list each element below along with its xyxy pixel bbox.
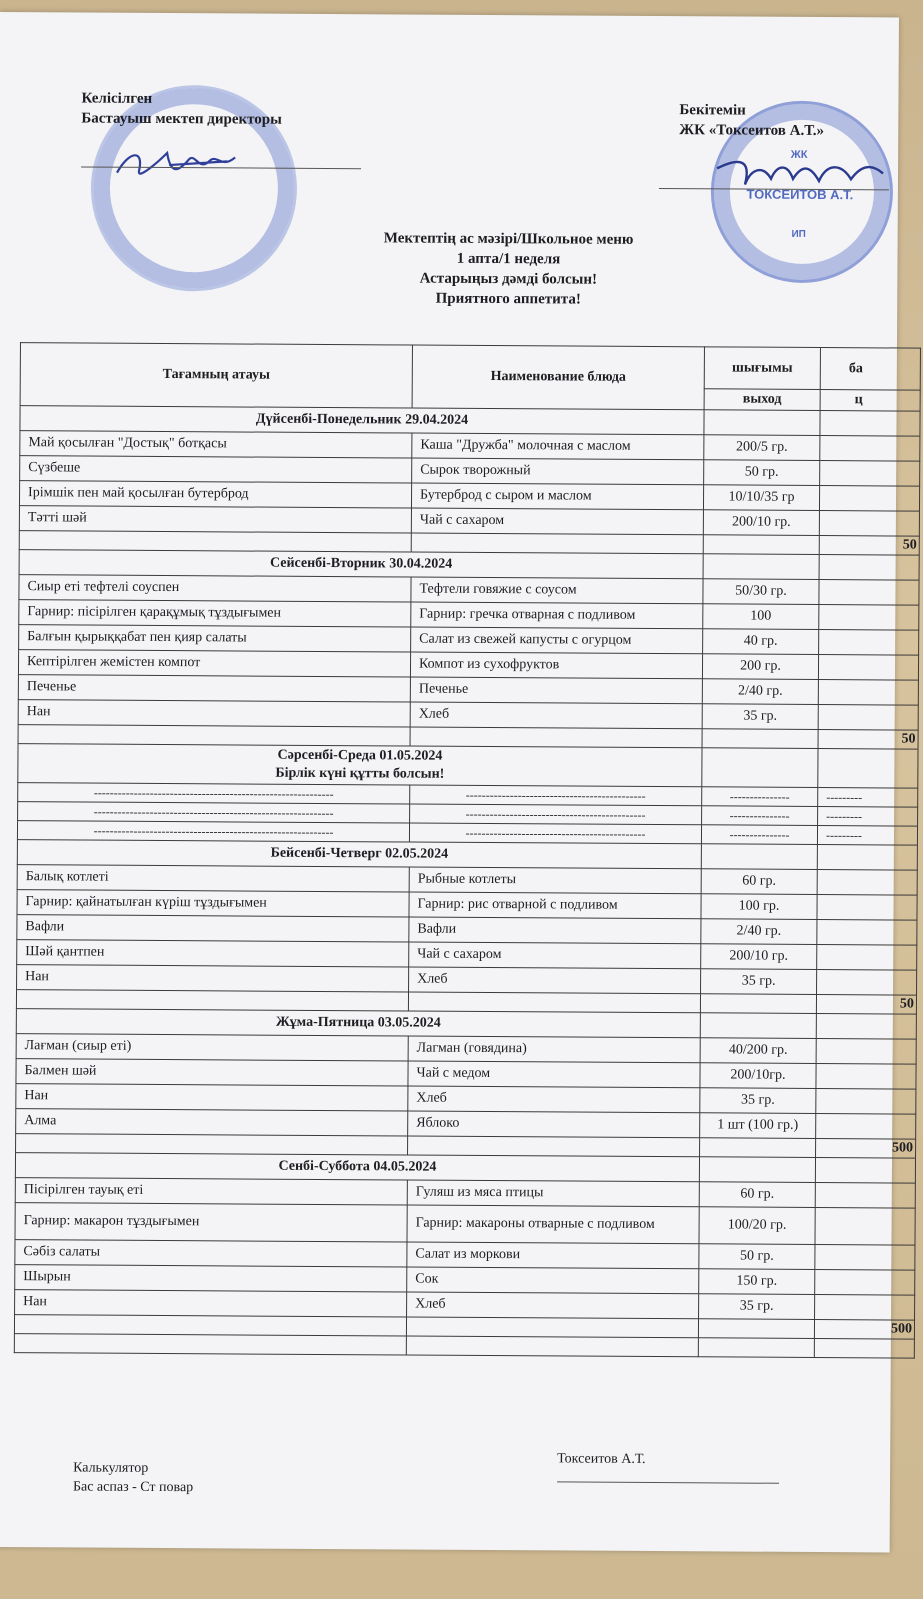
menu-table: [14, 342, 921, 1358]
dish-extra-empty: [815, 1183, 915, 1209]
empty-cell: [814, 1338, 914, 1358]
dash-ru: ---------------------------------------------: [410, 785, 702, 806]
dish-extra-empty: [815, 1270, 915, 1296]
dash-ru: ---------------------------------------------: [409, 823, 701, 844]
dish-extra-empty: [818, 705, 918, 731]
dish-name-kz: Сәбіз салаты: [15, 1240, 407, 1267]
day-name: Сенбі-Суббота 04.05.2024: [15, 1153, 699, 1182]
dish-extra-empty: [819, 511, 919, 537]
dish-name-kz: Нан: [15, 1290, 407, 1317]
dish-name-ru: Гуляш из мяса птицы: [407, 1180, 699, 1207]
dish-name-kz: Ірімшік пен май қосылған бутерброд: [19, 481, 411, 508]
dish-name-ru: Чай с сахаром: [411, 508, 703, 535]
dish-name-ru: Печенье: [410, 677, 702, 704]
dish-name-ru: Чай с сахаром: [409, 942, 701, 969]
dish-output: 100: [703, 604, 819, 630]
dish-name-ru: Хлеб: [407, 1292, 699, 1319]
day-extra-empty: [818, 749, 918, 789]
dish-extra-empty: [818, 655, 918, 681]
col-header-extra-bottom: ц: [820, 390, 920, 412]
total-empty-kz: [14, 1315, 406, 1336]
dash-extra: ---------: [818, 788, 918, 808]
total-empty-ru: [408, 992, 700, 1013]
total-empty-ru: [406, 1317, 698, 1338]
total-empty-kz: [19, 531, 411, 552]
dish-name-ru: Гарнир: макароны отварные с подливом: [407, 1205, 699, 1244]
dish-name-ru: Чай с медом: [408, 1061, 700, 1088]
dish-name-kz: Вафли: [17, 915, 409, 942]
approval-left-title: Бастауыш мектеп директоры: [81, 110, 282, 128]
right-signature-icon: [711, 148, 891, 199]
holiday-greeting: Бірлік күні құтты болсын!: [275, 765, 445, 782]
dish-output: 35 гр.: [701, 969, 817, 995]
title-line-2: 1 апта/1 неделя: [456, 250, 561, 268]
dash-kz: ------------------------------------------------------------: [18, 802, 410, 823]
dish-name-kz: Пісірілген тауық еті: [15, 1178, 407, 1205]
dish-name-ru: Салат из свежей капусты с огурцом: [411, 627, 703, 654]
dish-name-kz: Нан: [18, 700, 410, 727]
dish-output: 200/5 гр.: [704, 435, 820, 461]
total-empty-output: [703, 535, 819, 555]
dish-output: 200/10 гр.: [703, 510, 819, 536]
dish-extra-empty: [816, 1039, 916, 1065]
dish-extra-empty: [816, 1114, 916, 1140]
dash-kz: ------------------------------------------------------------: [18, 783, 410, 804]
dish-name-kz: Лағман (сиыр еті): [16, 1034, 408, 1061]
dish-name-kz: Нан: [17, 965, 409, 992]
dish-extra-empty: [819, 630, 919, 656]
dish-name-kz: Тәтті шәй: [19, 506, 411, 533]
dish-name-ru: Рыбные котлеты: [409, 867, 701, 894]
dish-extra-empty: [816, 1064, 916, 1090]
dash-ru: ---------------------------------------------: [410, 804, 702, 825]
dish-extra-empty: [815, 1295, 915, 1321]
dish-name-kz: Сиыр еті тефтелі соуспен: [19, 575, 411, 602]
dish-output: 50 гр.: [704, 460, 820, 486]
day-total-value: 500: [814, 1320, 914, 1340]
dish-name-kz: Гарнир: қайнатылған күріш тұздығымен: [17, 890, 409, 917]
dish-name-ru: Хлеб: [408, 1086, 700, 1113]
dish-name-ru: Каша "Дружба" молочная с маслом: [412, 433, 704, 460]
dish-name-ru: Сок: [407, 1267, 699, 1294]
dish-name-ru: Вафли: [409, 917, 701, 944]
dish-output: 150 гр.: [699, 1269, 815, 1295]
dish-extra-empty: [818, 680, 918, 706]
dish-extra-empty: [820, 461, 920, 487]
dish-output: 1 шт (100 гр.): [700, 1113, 816, 1139]
footer-chef-name: Токсеитов А.Т.: [557, 1451, 646, 1467]
dish-extra-empty: [817, 870, 917, 896]
dish-name-ru: Яблоко: [408, 1111, 700, 1138]
dish-output: 100/20 гр.: [699, 1207, 815, 1245]
day-output-empty: [701, 844, 817, 870]
dash-kz: ------------------------------------------------------------: [17, 821, 409, 842]
day-name: Сейсенбі-Вторник 30.04.2024: [19, 550, 703, 579]
day-name: [18, 744, 702, 787]
dish-name-kz: Печенье: [18, 675, 410, 702]
dish-output: 60 гр.: [701, 869, 817, 895]
total-empty-kz: [18, 725, 410, 746]
dish-output: 2/40 гр.: [701, 919, 817, 945]
left-signature-icon: [109, 131, 249, 192]
dash-extra: ---------: [817, 826, 917, 846]
dish-name-kz: Кептірілген жемістен компот: [18, 650, 410, 677]
dish-extra-empty: [815, 1245, 915, 1271]
dish-name-ru: Тефтели говяжие с соусом: [411, 577, 703, 604]
dash-output: ---------------: [702, 806, 818, 826]
dish-extra-empty: [815, 1208, 915, 1246]
day-total-value: 500: [816, 1139, 916, 1159]
dish-output: 35 гр.: [702, 704, 818, 730]
footer-chef-label: Бас аспаз - Ст повар: [72, 1479, 194, 1496]
dish-name-ru: Гарнир: рис отварной с подливом: [409, 892, 701, 919]
day-total-value: 50: [819, 536, 919, 556]
dish-name-kz: Шәй қантпен: [17, 940, 409, 967]
footer-signature-line: [557, 1481, 779, 1483]
dish-name-kz: Гарнир: макарон тұздығымен: [15, 1203, 407, 1242]
day-extra-empty: [817, 845, 917, 871]
dish-extra-empty: [819, 580, 919, 606]
dish-output: 40/200 гр.: [700, 1038, 816, 1064]
document-title: [268, 228, 748, 311]
seal-suffix: ИП: [791, 228, 806, 240]
title-line-3: Астарыңыз дәмді болсын!: [419, 270, 598, 288]
menu-document: [0, 12, 917, 1552]
dish-name-ru: Бутерброд с сыром и маслом: [411, 483, 703, 510]
col-header-extra-top: ба: [820, 348, 920, 391]
dish-name-kz: Балғын қырыққабат пен қияр салаты: [19, 625, 411, 652]
day-output-empty: [700, 1013, 816, 1039]
day-output-empty: [699, 1157, 815, 1183]
dish-output: 40 гр.: [703, 629, 819, 655]
footer-calculator-label: Калькулятор: [73, 1460, 149, 1476]
col-header-kz: Тағамның атауы: [20, 343, 412, 408]
dish-name-kz: Балық котлеті: [17, 865, 409, 892]
dish-name-ru: Лагман (говядина): [408, 1036, 700, 1063]
dish-extra-empty: [817, 970, 917, 996]
day-total-value: 50: [818, 730, 918, 750]
approval-right-label: Бекітемін: [679, 102, 746, 119]
total-empty-output: [700, 994, 816, 1014]
dish-name-ru: Салат из моркови: [407, 1242, 699, 1269]
total-empty-output: [702, 729, 818, 749]
dish-name-kz: Нан: [16, 1084, 408, 1111]
dish-extra-empty: [819, 486, 919, 512]
dish-name-ru: Гарнир: гречка отварная с подливом: [411, 602, 703, 629]
day-total-value: 50: [816, 995, 916, 1015]
day-output-empty: [702, 748, 818, 788]
dish-extra-empty: [816, 1089, 916, 1115]
col-header-output-kz: шығымы: [704, 347, 820, 390]
total-empty-kz: [16, 990, 408, 1011]
day-extra-empty: [819, 555, 919, 581]
empty-cell: [698, 1338, 814, 1358]
dash-extra: ---------: [818, 807, 918, 827]
day-output-empty: [704, 410, 820, 436]
total-empty-ru: [410, 727, 702, 748]
title-line-1: Мектептің ас мәзірі/Школьное меню: [383, 230, 634, 248]
seal-code: ЖК: [790, 148, 808, 161]
dish-extra-empty: [819, 605, 919, 631]
dish-name-ru: Хлеб: [410, 702, 702, 729]
dish-output: 35 гр.: [700, 1088, 816, 1114]
title-line-4: Приятного аппетита!: [435, 290, 581, 308]
day-extra-empty: [815, 1158, 915, 1184]
dish-output: 200 гр.: [702, 654, 818, 680]
col-header-ru: Наименование блюда: [412, 345, 704, 410]
dish-output: 50/30 гр.: [703, 579, 819, 605]
day-name: Дүйсенбі-Понедельник 29.04.2024: [20, 406, 704, 435]
approval-left-label: Келісілген: [81, 90, 153, 107]
total-empty-output: [700, 1138, 816, 1158]
approval-right-title: ЖК «Токсеитов А.Т.»: [679, 122, 825, 140]
day-name: Бейсенбі-Четверг 02.05.2024: [17, 840, 701, 869]
dish-name-kz: Балмен шәй: [16, 1059, 408, 1086]
dash-output: ---------------: [702, 787, 818, 807]
total-empty-kz: [16, 1134, 408, 1155]
total-empty-ru: [411, 533, 703, 554]
dish-output: 35 гр.: [699, 1294, 815, 1320]
day-name-text: Сәрсенбі-Среда 01.05.2024: [277, 747, 443, 764]
day-header-row: [18, 744, 918, 788]
menu-item-row: [15, 1203, 915, 1245]
dish-name-kz: Шырын: [15, 1265, 407, 1292]
dish-extra-empty: [817, 895, 917, 921]
dish-output: 10/10/35 гр: [703, 485, 819, 511]
dish-name-ru: Хлеб: [409, 967, 701, 994]
dish-name-ru: Компот из сухофруктов: [410, 652, 702, 679]
dish-extra-empty: [817, 945, 917, 971]
dish-output: 100 гр.: [701, 894, 817, 920]
dash-output: ---------------: [701, 825, 817, 845]
total-empty-ru: [408, 1136, 700, 1157]
day-output-empty: [703, 554, 819, 580]
dish-output: 2/40 гр.: [702, 679, 818, 705]
dish-name-kz: Гарнир: пісірілген қарақұмық тұздығымен: [19, 600, 411, 627]
empty-cell: [14, 1334, 406, 1355]
dish-extra-empty: [817, 920, 917, 946]
dish-output: 60 гр.: [699, 1182, 815, 1208]
day-name: Жұма-Пятница 03.05.2024: [16, 1009, 700, 1038]
day-extra-empty: [820, 411, 920, 437]
dish-name-kz: Сүзбеше: [20, 456, 412, 483]
day-extra-empty: [816, 1014, 916, 1040]
dish-name-kz: Алма: [16, 1109, 408, 1136]
dish-output: 200/10гр.: [700, 1063, 816, 1089]
dish-name-kz: Май қосылған "Достық" ботқасы: [20, 431, 412, 458]
dish-output: 50 гр.: [699, 1244, 815, 1270]
empty-cell: [406, 1336, 698, 1357]
seal-name: ТОКСЕИТОВ А.Т.: [746, 186, 854, 203]
dish-output: 200/10 гр.: [701, 944, 817, 970]
col-header-output-ru: выход: [704, 389, 820, 411]
total-empty-output: [698, 1319, 814, 1339]
dish-name-ru: Сырок творожный: [412, 458, 704, 485]
dish-extra-empty: [820, 436, 920, 462]
